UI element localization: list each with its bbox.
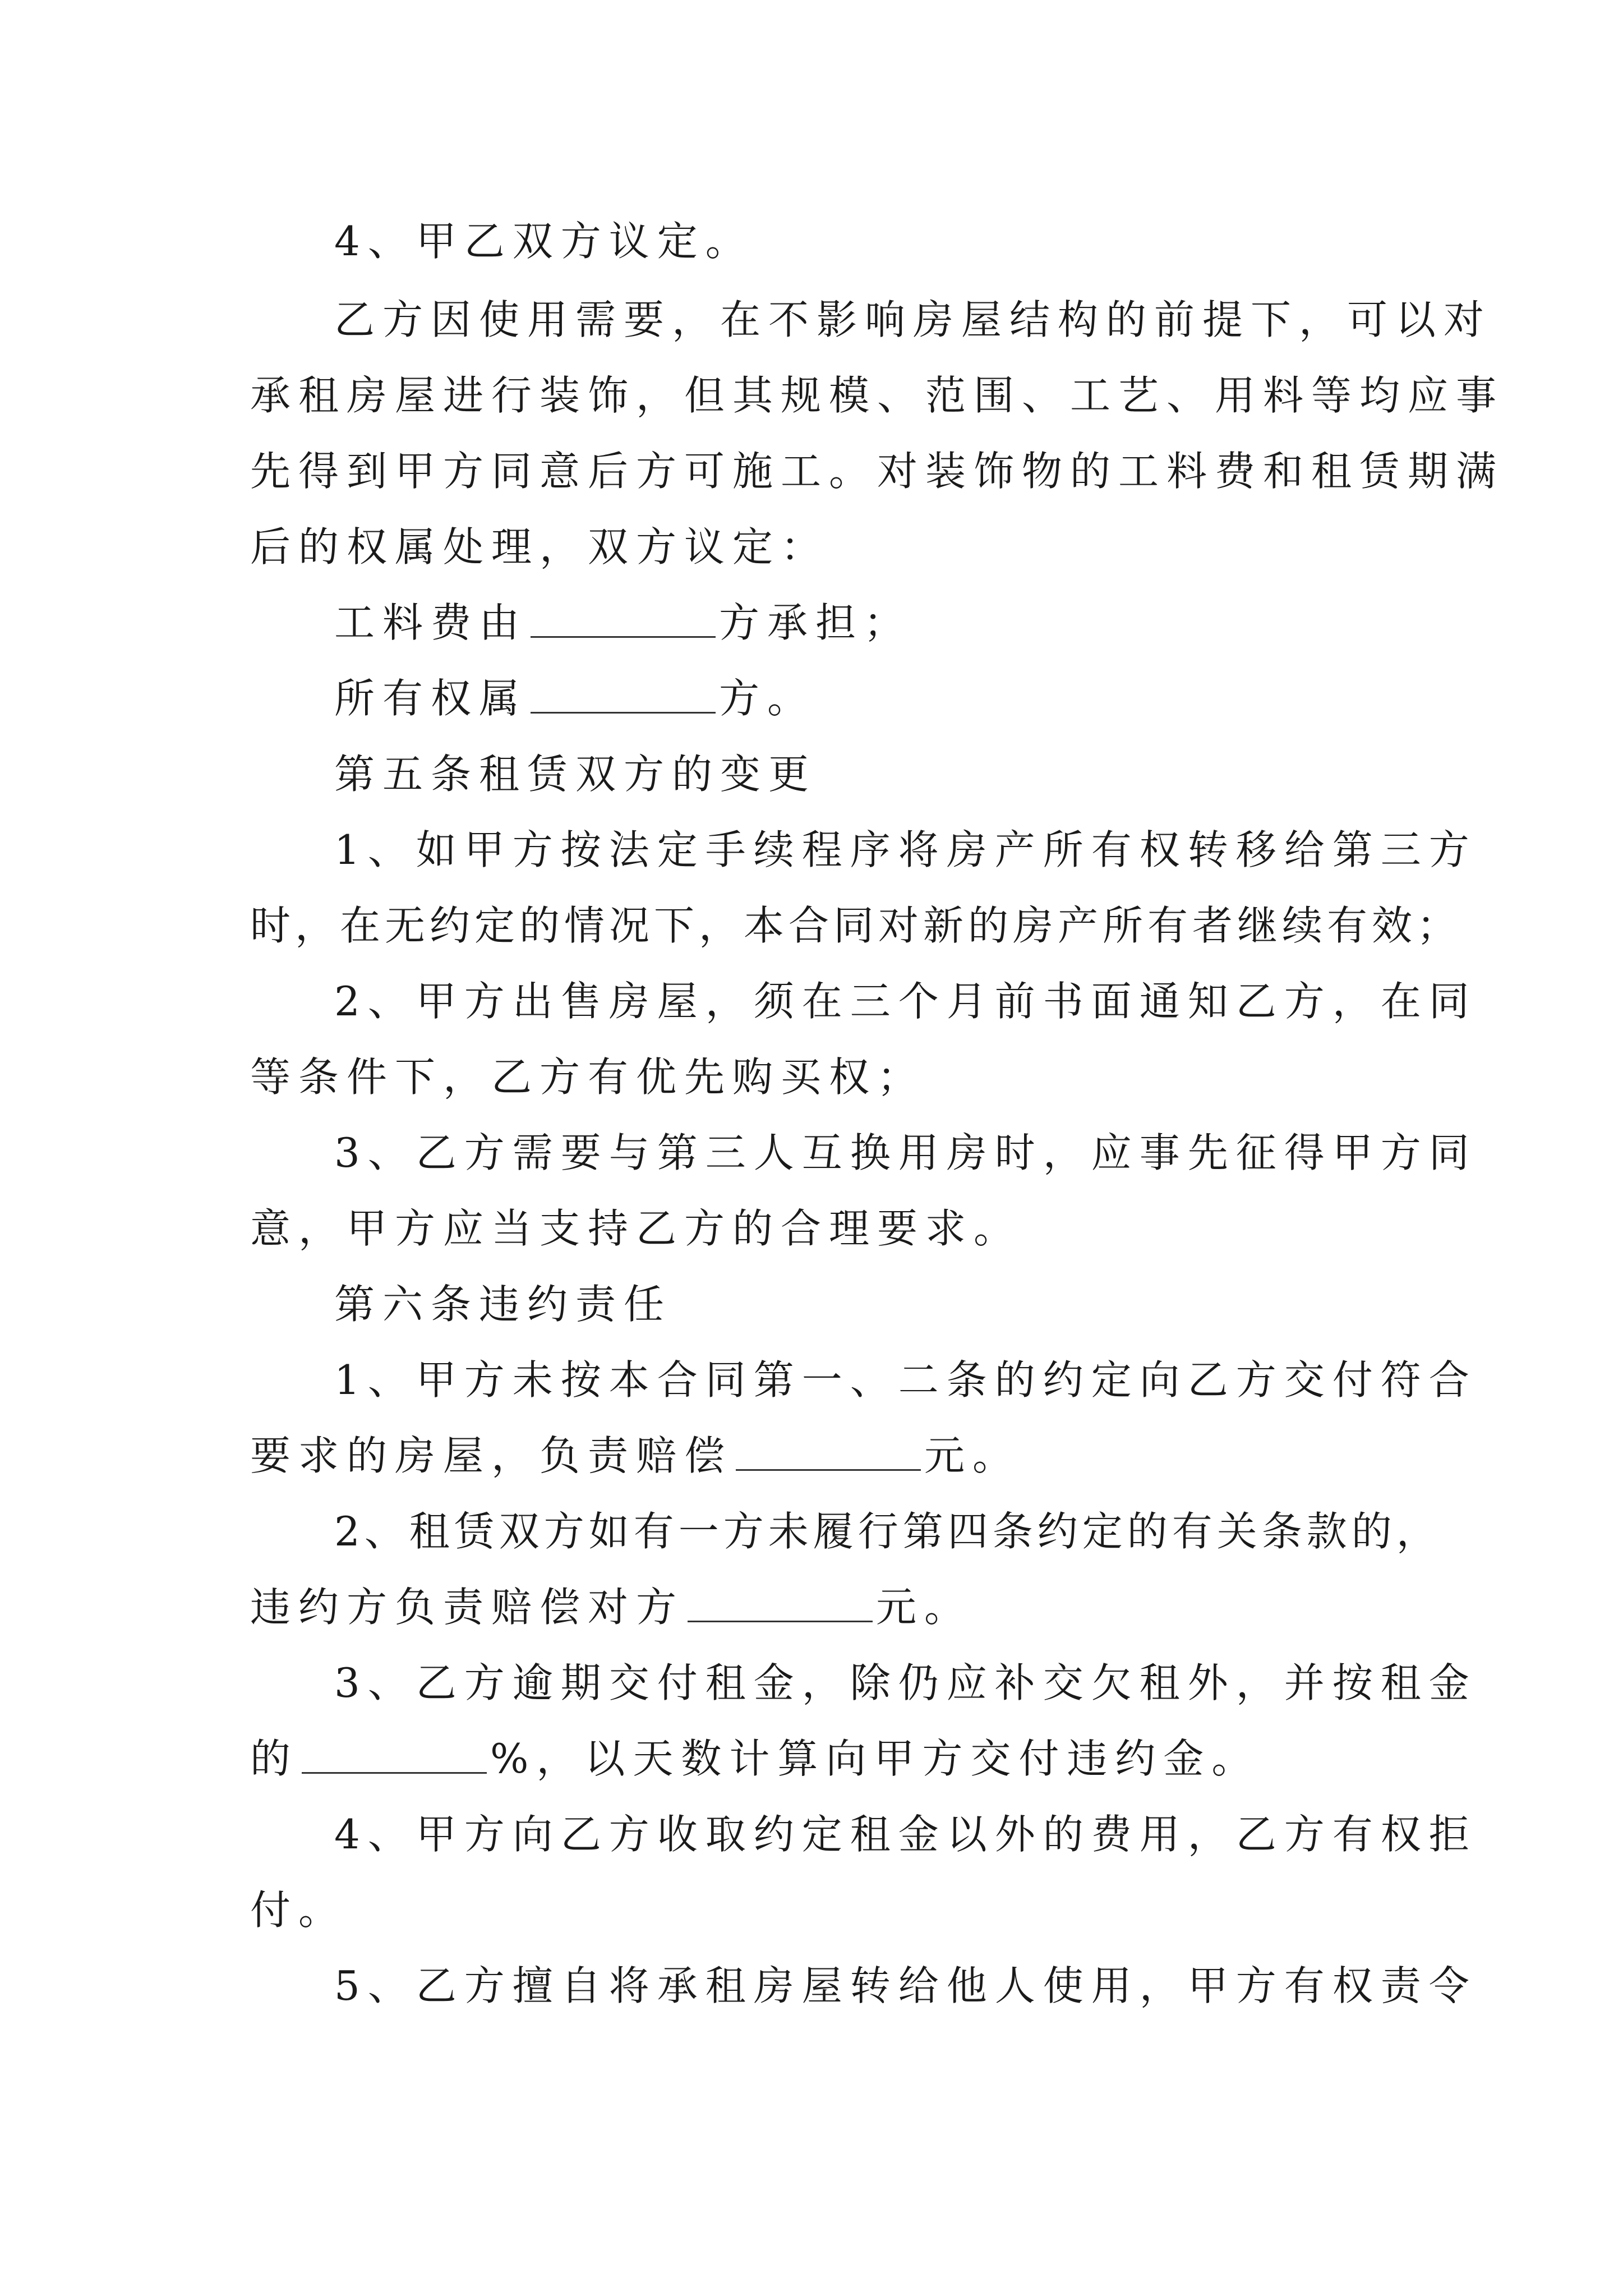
paragraph-line: 付。 [250,1887,347,1934]
section-heading: 第六条违约责任 [334,1281,672,1328]
blank-field [688,1573,873,1622]
fill-in-label: 要求的房屋，负责赔偿 [250,1432,733,1479]
fill-in-suffix: 方。 [719,675,816,722]
fill-in-line [334,665,815,732]
paragraph-line: 1、甲方未按本合同第一、二条的约定向乙方交付符合 [334,1356,1477,1404]
fill-in-line [250,1725,1260,1792]
fill-in-label: 的 [250,1735,299,1782]
paragraph-line: 等条件下，乙方有优先购买权； [250,1053,926,1101]
blank-field [531,665,716,714]
paragraph-line: 2、租赁双方如有一方未履行第四条约定的有关条款的， [334,1508,1441,1555]
fill-in-suffix: %，以天数计算向甲方交付违约金。 [490,1735,1260,1782]
paragraph-line: 先得到甲方同意后方可施工。对装饰物的工料费和租赁期满 [250,448,1505,495]
paragraph-line: 4、甲乙双方议定。 [334,218,754,265]
fill-in-suffix: 元。 [924,1432,1021,1479]
blank-field [531,589,716,638]
fill-in-label: 所有权属 [334,675,528,722]
paragraph-line: 2、甲方出售房屋，须在三个月前书面通知乙方，在同 [334,978,1477,1025]
fill-in-suffix: 元。 [876,1584,973,1631]
paragraph-line: 3、乙方逾期交付租金，除仍应补交欠租外，并按租金 [334,1659,1477,1706]
fill-in-label: 违约方负责赔偿对方 [250,1584,685,1631]
paragraph-line: 承租房屋进行装饰，但其规模、范围、工艺、用料等均应事 [250,372,1505,419]
paragraph-line: 乙方因使用需要，在不影响房屋结构的前提下，可以对 [334,296,1492,343]
fill-in-suffix: 方承担； [719,599,912,646]
paragraph-line: 4、甲方向乙方收取约定租金以外的费用，乙方有权拒 [334,1811,1477,1858]
section-heading: 第五条租赁双方的变更 [334,751,817,798]
fill-in-line [250,1573,972,1641]
paragraph-line: 3、乙方需要与第三人互换用房时，应事先征得甲方同 [334,1129,1477,1176]
paragraph-line: 1、如甲方按法定手续程序将房产所有权转移给第三方 [334,826,1477,873]
blank-field [302,1725,487,1774]
fill-in-line [334,589,912,656]
paragraph-line: 5、乙方擅自将承租房屋转给他人使用，甲方有权责令 [334,1962,1477,2009]
paragraph-line: 时，在无约定的情况下，本合同对新的房产所有者继续有效； [250,902,1462,949]
paragraph-line: 后的权属处理，双方议定： [250,523,829,570]
blank-field [736,1422,921,1471]
fill-in-label: 工料费由 [334,599,528,646]
fill-in-line [250,1422,1021,1489]
paragraph-line: 意，甲方应当支持乙方的合理要求。 [250,1205,1022,1252]
